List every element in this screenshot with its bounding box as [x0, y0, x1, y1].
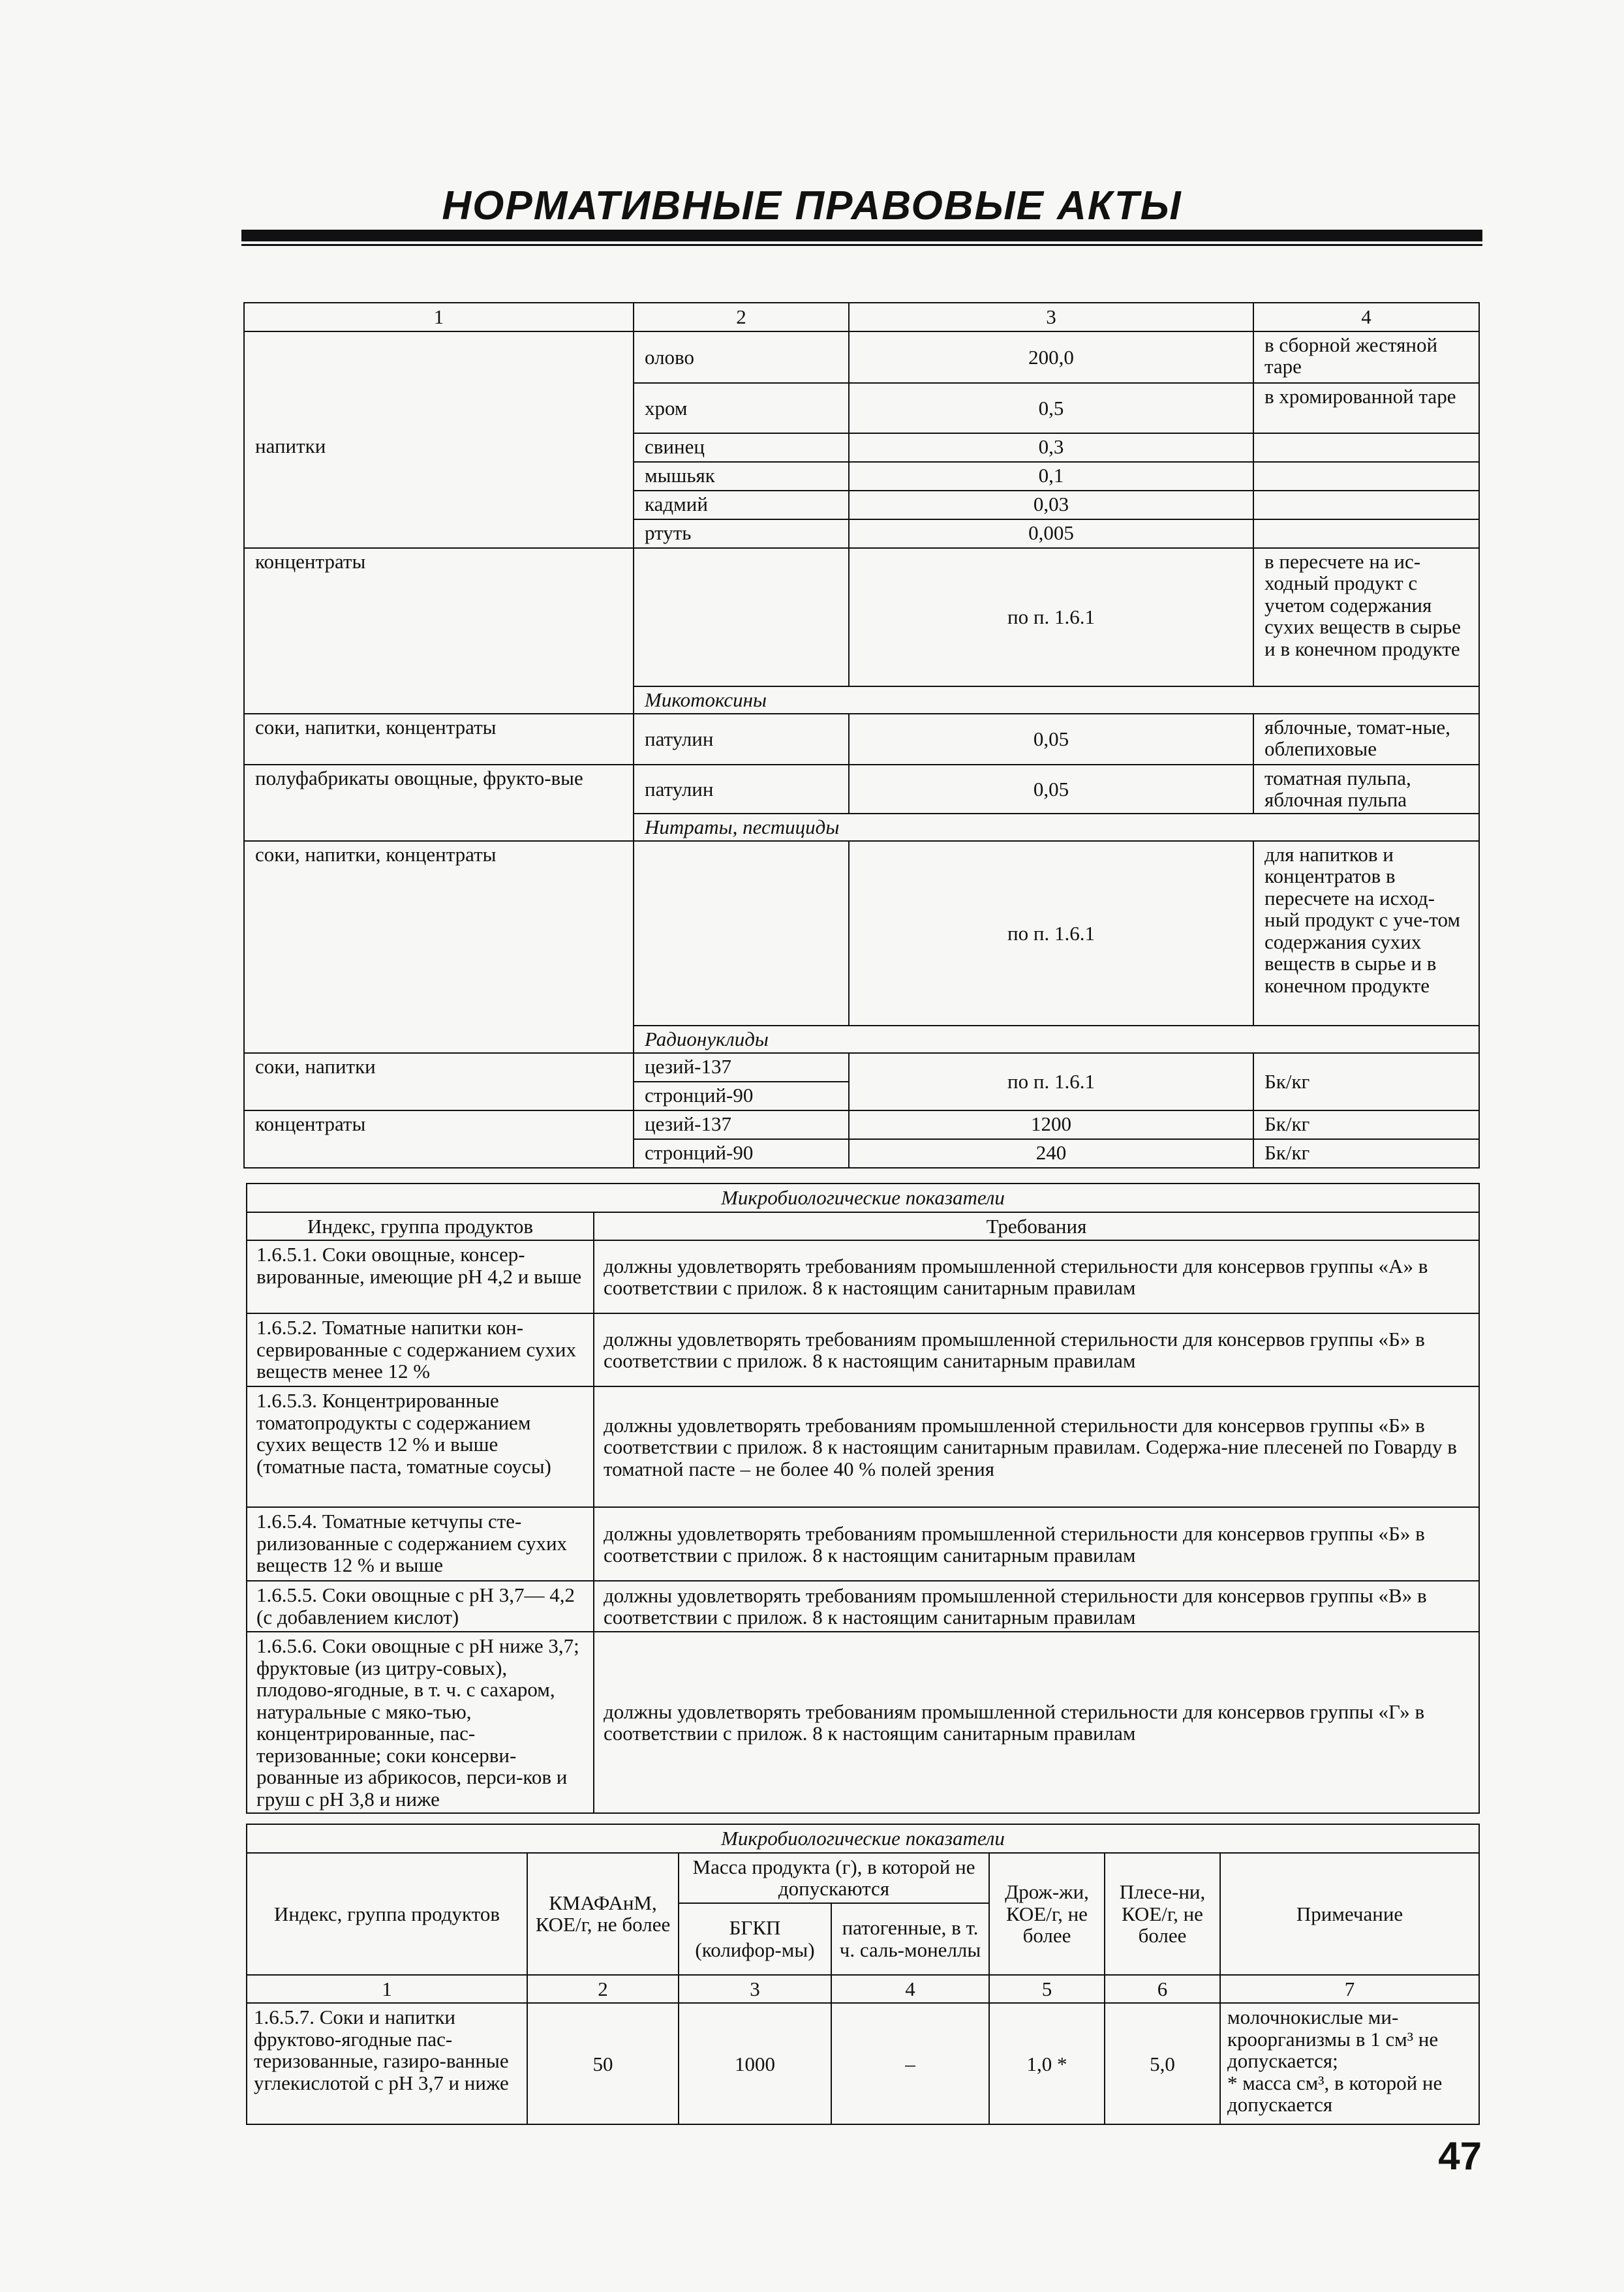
- note-cell: в сборной жестяной таре: [1253, 331, 1479, 383]
- requirement-cell: должны удовлетворять требованиям промышленной стерильности для консервов группы «А» в соответствии с прилож. 8 к настоящим санитарным правилам: [594, 1240, 1479, 1313]
- requirement-cell: должны удовлетворять требованиям промышленной стерильности для консервов группы «В» в соответствии с прилож. 8 к настоящим санитарным правилам: [594, 1581, 1479, 1632]
- value-cell: 0,1: [849, 462, 1253, 491]
- col-number: 5: [989, 1975, 1105, 2003]
- note-footnote: * масса см³, в которой не допускается: [1227, 2071, 1443, 2116]
- col-number: 1: [247, 1975, 527, 2003]
- requirement-cell: должны удовлетворять требованиям промышленной стерильности для консервов группы «Б» в соответствии с прилож. 8 к настоящим санитарным правилам: [594, 1313, 1479, 1386]
- empty-cell: [244, 383, 634, 433]
- substance-cell: патулин: [634, 714, 849, 765]
- column-header: Плесе-ни, КОЕ/г, не более: [1105, 1853, 1220, 1975]
- contaminants-table: [243, 302, 1480, 1169]
- col-number: 6: [1105, 1975, 1220, 2003]
- note-cell: [1253, 519, 1479, 548]
- value-cell: 0,03: [849, 491, 1253, 519]
- value-cell: 0,05: [849, 714, 1253, 765]
- column-header: патогенные, в т. ч. саль-монеллы: [831, 1903, 989, 1975]
- product-cell: соки, напитки, концентраты: [244, 714, 634, 765]
- product-cell: 1.6.5.4. Томатные кетчупы сте-рилизованные с содержанием сухих веществ 12 % и выше: [247, 1507, 594, 1581]
- value-cell: 0,005: [849, 519, 1253, 548]
- product-cell: концентраты: [244, 548, 634, 714]
- value-cell: по п. 1.6.1: [849, 841, 1253, 1026]
- substance-cell: цезий-137: [634, 1053, 849, 1082]
- col-number: 2: [527, 1975, 679, 2003]
- substance-cell: патулин: [634, 765, 849, 814]
- note-cell: [1253, 462, 1479, 491]
- substance-cell: свинец: [634, 433, 849, 462]
- requirement-cell: должны удовлетворять требованиям промышленной стерильности для консервов группы «Б» в соответствии с прилож. 8 к настоящим санитарным правилам: [594, 1507, 1479, 1581]
- table-caption: Микробиологические показатели: [247, 1184, 1479, 1212]
- value-cell: 0,3: [849, 433, 1253, 462]
- note-line: молочнокислые ми-кроорганизмы в 1 см³ не допускается;: [1227, 2006, 1439, 2073]
- requirement-cell: должны удовлетворять требованиям промышленной стерильности для консервов группы «Г» в соответствии с прилож. 8 к настоящим санитарным правилам: [594, 1632, 1479, 1813]
- product-cell: концентраты: [244, 1110, 634, 1168]
- product-cell: 1.6.5.5. Соки овощные с рН 3,7— 4,2 (с добавлением кислот): [247, 1581, 594, 1632]
- column-header: Масса продукта (г), в которой не допускаются: [679, 1853, 989, 1903]
- product-cell: 1.6.5.2. Томатные напитки кон-сервированные с содержанием сухих веществ менее 12 %: [247, 1313, 594, 1386]
- microbiology-requirements-table: [246, 1183, 1480, 1814]
- substance-cell: ртуть: [634, 519, 849, 548]
- note-cell: [1253, 433, 1479, 462]
- note-cell: Бк/кг: [1253, 1053, 1479, 1110]
- note-cell: для напитков и концентратов в пересчете на исход-ный продукт с уче-том содержания сухих веществ в сырье и в конечном продукте: [1253, 841, 1479, 1026]
- mold-cell: 5,0: [1105, 2003, 1220, 2124]
- note-cell: [1220, 2003, 1479, 2124]
- substance-cell: [634, 548, 849, 686]
- substance-cell: стронций-90: [634, 1082, 849, 1110]
- col-number: 3: [849, 303, 1253, 331]
- note-cell: томатная пульпа, яблочная пульпа: [1253, 765, 1479, 814]
- col-number: 3: [679, 1975, 831, 2003]
- note-cell: [1253, 491, 1479, 519]
- product-cell: 1.6.5.6. Соки овощные с рН ниже 3,7; фруктовые (из цитру-совых), плодово-ягодные, в т. ч. с сахаром, натуральные с мяко-тью, концентрированные, пас-теризованные; соки консерви-рованные из абрикосов, перси-ков и груш с рН 3,8 и ниже: [247, 1632, 594, 1813]
- value-cell: 200,0: [849, 331, 1253, 383]
- requirement-cell: должны удовлетворять требованиям промышленной стерильности для консервов группы «Б» в соответствии с прилож. 8 к настоящим санитарным правилам. Содержа-ние плесеней по Говарду в томатной пасте – не более 40 % полей зрения: [594, 1386, 1479, 1507]
- section-mycotoxins: Микотоксины: [634, 686, 1479, 714]
- note-cell: яблочные, томат-ные, облепиховые: [1253, 714, 1479, 765]
- note-cell: в хромированной таре: [1253, 383, 1479, 433]
- value-cell: 1200: [849, 1110, 1253, 1139]
- empty-cell: [244, 331, 634, 383]
- substance-cell: хром: [634, 383, 849, 433]
- yeast-cell: 1,0 *: [989, 2003, 1105, 2124]
- pathogenic-cell: –: [831, 2003, 989, 2124]
- substance-cell: [634, 841, 849, 1026]
- value-cell: по п. 1.6.1: [849, 548, 1253, 686]
- product-cell: 1.6.5.1. Соки овощные, консер-вированные, имеющие рН 4,2 и выше: [247, 1240, 594, 1313]
- value-cell: 0,05: [849, 765, 1253, 814]
- page-header-title: НОРМАТИВНЫЕ ПРАВОВЫЕ АКТЫ: [442, 183, 1182, 228]
- note-cell: Бк/кг: [1253, 1139, 1479, 1168]
- product-cell: соки, напитки: [244, 1053, 634, 1110]
- microbiology-limits-table: [246, 1824, 1480, 2125]
- table-caption: Микробиологические показатели: [247, 1824, 1479, 1853]
- column-header: Примечание: [1220, 1853, 1479, 1975]
- value-cell: 240: [849, 1139, 1253, 1168]
- substance-cell: цезий-137: [634, 1110, 849, 1139]
- column-header: КМАФАнМ, КОЕ/г, не более: [527, 1853, 679, 1975]
- kmafanm-cell: 50: [527, 2003, 679, 2124]
- product-cell: напитки: [244, 433, 634, 548]
- col-number: 4: [1253, 303, 1479, 331]
- col-number: 1: [244, 303, 634, 331]
- value-cell: 0,5: [849, 383, 1253, 433]
- product-cell: соки, напитки, концентраты: [244, 841, 634, 1053]
- note-cell: в пересчете на ис-ходный продукт с учетом содержания сухих веществ в сырье и в конечном продукте: [1253, 548, 1479, 686]
- page-number: 47: [1438, 2134, 1482, 2178]
- substance-cell: олово: [634, 331, 849, 383]
- col-number: 7: [1220, 1975, 1479, 2003]
- column-header: Индекс, группа продуктов: [247, 1212, 594, 1240]
- col-number: 2: [634, 303, 849, 331]
- column-header: Дрож-жи, КОЕ/г, не более: [989, 1853, 1105, 1975]
- header-rule-thin: [241, 244, 1482, 246]
- column-header: Индекс, группа продуктов: [247, 1853, 527, 1975]
- substance-cell: стронций-90: [634, 1139, 849, 1168]
- bgkp-cell: 1000: [679, 2003, 831, 2124]
- section-radionuclides: Радионуклиды: [634, 1026, 1479, 1053]
- product-cell: 1.6.5.7. Соки и напитки фруктово-ягодные пас-теризованные, газиро-ванные углекислотой с рН 3,7 и ниже: [247, 2003, 527, 2124]
- substance-cell: мышьяк: [634, 462, 849, 491]
- col-number: 4: [831, 1975, 989, 2003]
- value-cell: по п. 1.6.1: [849, 1053, 1253, 1110]
- column-header: БГКП (колифор-мы): [679, 1903, 831, 1975]
- column-header: Требования: [594, 1212, 1479, 1240]
- note-cell: Бк/кг: [1253, 1110, 1479, 1139]
- section-nitrates: Нитраты, пестициды: [634, 814, 1479, 841]
- header-rule-thick: [241, 230, 1482, 241]
- product-cell: полуфабрикаты овощные, фрукто-вые: [244, 765, 634, 841]
- product-cell: 1.6.5.3. Концентрированные томатопродукты с содержанием сухих веществ 12 % и выше (томатные паста, томатные соусы): [247, 1386, 594, 1507]
- substance-cell: кадмий: [634, 491, 849, 519]
